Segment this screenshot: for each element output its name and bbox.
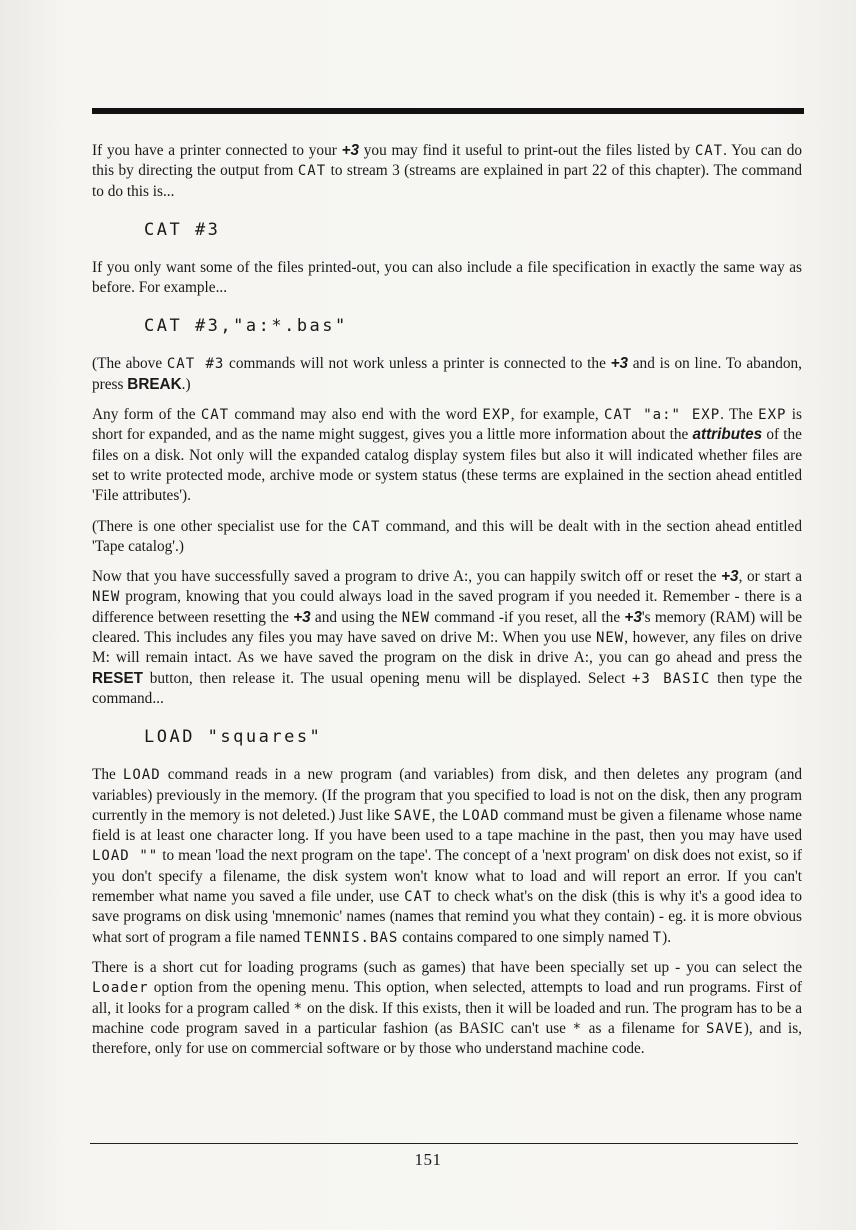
code-t: T [652, 929, 663, 946]
code-save: SAVE [706, 1020, 744, 1037]
plus3-term: +3 [624, 608, 642, 626]
code-star: * [293, 1000, 304, 1017]
code-exp: EXP [482, 407, 511, 424]
attributes-term: attributes [692, 426, 763, 444]
top-rule [92, 108, 804, 114]
code-plus3-basic: +3 BASIC [632, 670, 711, 687]
paragraph-printer-cat: If you have a printer connected to your +3 you may find it useful to print-out the files listed by CAT. You can do this by directing the output from CAT to stream 3 (streams are explained in part 22 of this chapter). The command to do this is... [92, 142, 802, 200]
code-tennis-bas: TENNIS.BAS [303, 929, 399, 946]
code-exp: EXP [758, 407, 787, 424]
plus3-term: +3 [721, 568, 739, 586]
page-number: 151 [414, 1150, 442, 1169]
code-loader: Loader [92, 980, 149, 997]
code-cat: CAT [404, 889, 433, 906]
paragraph-file-spec: If you only want some of the files printed-out, you can also include a file specification in exactly the same way as before. For example... [92, 258, 802, 297]
paragraph-tape-catalog: (There is one other specialist use for the CAT command, and this will be dealt with in the section ahead entitled 'Tape catalog'.) [92, 517, 802, 555]
code-cat-a-exp: CAT "a:" EXP [604, 407, 721, 424]
reset-key: RESET [92, 669, 143, 687]
code-cat-3: CAT #3 [166, 356, 225, 373]
paragraph-load-command: The LOAD command reads in a new program (and variables) from disk, and then deletes any program (and variables) previously in the memory. (If the program that you specified to load is not on the disk, then any program currently in the memory is not deleted.) Just like SAVE, the LOAD command must be given a filename whose name field is at least one character long. If you have been used to a tape machine in the past, then you may have used LOAD "" to mean 'load the next program on the tape'. The concept of a 'next program' on disk does not exist, so if you don't specify a filename, the disk system won't know what to load and will report an error. If you can't remember what name you saved a file under, use CAT to check what's on the disk (this is why it's a good idea to save programs on disk using 'mnemonic' names (names that remind you what they contain) - eg. it is more obvious what sort of program a file named TENNIS.BAS contains compared to one simply named T). [92, 766, 802, 946]
bottom-rule [90, 1143, 798, 1144]
code-load: LOAD [461, 807, 500, 824]
code-cat: CAT [297, 163, 327, 180]
break-key: BREAK [127, 375, 182, 393]
paragraph-loader-option: There is a short cut for loading programs (such as games) that have been specially set up - you can select the Loader option from the opening menu. This option, when selected, attempts to load and run programs. First of all, it looks for a program called * on the disk. If this exists, then it will be loaded and run. The program has to be a machine code program saved in a particular fashion (as BASIC can't use * as a filename for SAVE), and is, therefore, only for use on commercial software or by those who understand machine code. [92, 958, 803, 1058]
code-example-cat-3-bas: CAT #3,"a:*.bas" [144, 316, 348, 337]
paragraph-cat-exp: Any form of the CAT command may also end with the word EXP, for example, CAT "a:" EXP. The EXP is short for expanded, and as the name might suggest, gives you a little more information about the attributes of the files on a disk. Not only will the expanded catalog display system files but also it will indicated whether files are set to write protected mode, archive mode or system status (these terms are explained in the section ahead entitled 'File attributes'). [92, 406, 802, 505]
code-load: LOAD [122, 767, 161, 784]
paragraph-reset-new: Now that you have successfully saved a program to drive A:, you can happily switch off or reset the +3, or start a NEW program, knowing that you could always load in the saved program if you needed it. Remember - there is a difference between resetting the +3 and using the NEW command -if you reset, all the +3's memory (RAM) will be cleared. This includes any files you may have saved on drive M:. When you use NEW, however, any files on drive M: will remain intact. As we have saved the program on the disk in drive A:, you can go ahead and press the RESET button, then release it. The usual opening menu will be displayed. Select +3 BASIC then type the command... [92, 568, 803, 707]
plus3-term: +3 [610, 355, 629, 373]
code-example-cat-3: CAT #3 [144, 219, 221, 240]
code-new: NEW [92, 589, 121, 606]
page-content [92, 141, 802, 1069]
plus3-term: +3 [293, 608, 311, 626]
code-new: NEW [595, 630, 625, 647]
code-example-load-squares: LOAD "squares" [144, 727, 323, 748]
code-save: SAVE [393, 807, 432, 824]
code-star: * [572, 1020, 583, 1037]
code-load-empty: LOAD "" [92, 848, 159, 865]
plus3-term: +3 [341, 142, 360, 159]
code-cat: CAT [200, 407, 230, 424]
code-new: NEW [401, 609, 431, 626]
code-cat: CAT [694, 143, 724, 159]
code-cat: CAT [352, 518, 381, 535]
paragraph-printer-note: (The above CAT #3 commands will not work unless a printer is connected to the +3 and is on line. To abandon, press BREAK.) [92, 355, 802, 393]
